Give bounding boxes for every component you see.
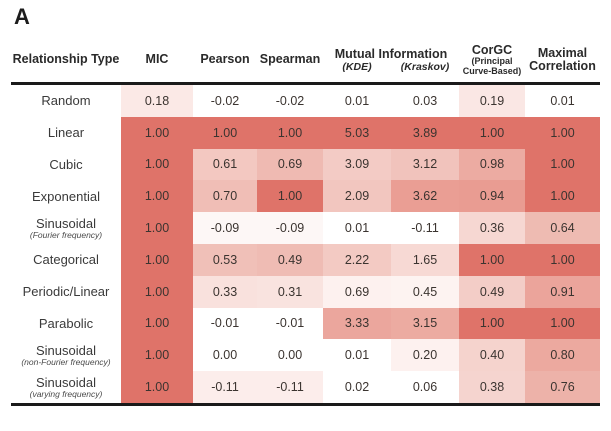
heatmap-cell: 0.18 — [121, 85, 193, 117]
heatmap-cell: 0.03 — [391, 85, 459, 117]
mutual-information-title: Mutual Information — [334, 47, 448, 61]
table-row — [11, 244, 600, 276]
heatmap-cell: 0.38 — [459, 371, 525, 403]
row-label-text: Categorical — [33, 252, 99, 268]
heatmap-cell: -0.02 — [193, 85, 257, 117]
heatmap-cell: 0.40 — [459, 339, 525, 371]
heatmap-cell: -0.11 — [193, 371, 257, 403]
heatmap-cell: 1.00 — [257, 180, 323, 212]
table-row — [11, 212, 600, 244]
row-label — [11, 276, 121, 308]
heatmap-cell: 1.00 — [121, 276, 193, 308]
row-label-text: Cubic — [49, 156, 83, 172]
heatmap-cell: -0.02 — [257, 85, 323, 117]
heatmap-cell: 3.15 — [391, 308, 459, 340]
heatmap-cell: 0.01 — [323, 85, 391, 117]
row-label-text: Random — [41, 93, 91, 109]
row-label-text: Exponential — [32, 188, 100, 204]
table-row — [11, 149, 600, 181]
row-label-text: Linear — [47, 125, 85, 141]
heatmap-cell: 1.00 — [525, 244, 600, 276]
corgc-subtitle-line1: (Principal — [471, 55, 513, 66]
heatmap-cell: 1.00 — [525, 149, 600, 181]
heatmap-cell: 1.00 — [459, 308, 525, 340]
row-sublabel-text: (varying frequency) — [29, 388, 103, 399]
heatmap-cell: 0.45 — [391, 276, 459, 308]
corgc-title: CorGC — [471, 42, 513, 57]
heatmap-cell: 1.00 — [121, 308, 193, 340]
row-label — [11, 244, 121, 276]
table-row — [11, 117, 600, 149]
mutual-information-subheaders — [323, 61, 459, 73]
heatmap-cell: 2.09 — [323, 180, 391, 212]
panel-label: A — [14, 4, 31, 29]
column-header-maximal-correlation — [525, 47, 600, 73]
row-label — [11, 308, 121, 340]
heatmap-cell: 0.01 — [525, 85, 600, 117]
row-label — [11, 117, 121, 149]
heatmap-cell: 0.53 — [193, 244, 257, 276]
heatmap-cell: 0.06 — [391, 371, 459, 403]
row-label — [11, 212, 121, 244]
heatmap-cell: 0.49 — [459, 276, 525, 308]
heatmap-cell: -0.01 — [257, 308, 323, 340]
heatmap-cell: 0.64 — [525, 212, 600, 244]
row-label — [11, 180, 121, 212]
row-label-text: Sinusoidal — [36, 374, 96, 390]
heatmap-cell: 0.00 — [257, 339, 323, 371]
heatmap-cell: 1.00 — [121, 180, 193, 212]
heatmap-cell: 1.00 — [257, 117, 323, 149]
heatmap-cell: 0.98 — [459, 149, 525, 181]
column-header-pearson: Pearson — [200, 52, 250, 67]
heatmap-cell: 1.00 — [121, 117, 193, 149]
subheader-kde: (KDE) — [342, 61, 372, 73]
heatmap-cell: 0.01 — [323, 212, 391, 244]
row-label — [11, 85, 121, 117]
heatmap-cell: 1.00 — [459, 244, 525, 276]
heatmap-cell: 0.36 — [459, 212, 525, 244]
heatmap-cell: 1.00 — [525, 117, 600, 149]
heatmap-cell: 2.22 — [323, 244, 391, 276]
corgc-subtitle-line2: Curve-Based) — [462, 65, 522, 76]
heatmap-cell: -0.11 — [257, 371, 323, 403]
table-body — [11, 85, 600, 406]
heatmap-cell: 0.00 — [193, 339, 257, 371]
row-sublabel-text: (Fourier frequency) — [29, 229, 103, 240]
row-label — [11, 339, 121, 371]
heatmap-cell: 0.31 — [257, 276, 323, 308]
heatmap-cell: 1.00 — [193, 117, 257, 149]
row-sublabel-text: (non-Fourier frequency) — [21, 357, 111, 368]
row-label-text: Periodic/Linear — [22, 284, 110, 300]
heatmap-cell: -0.01 — [193, 308, 257, 340]
heatmap-cell: -0.09 — [257, 212, 323, 244]
heatmap-table — [11, 38, 600, 406]
heatmap-cell: 0.80 — [525, 339, 600, 371]
heatmap-cell: 0.33 — [193, 276, 257, 308]
column-header-relationship-type: Relationship Type — [12, 52, 120, 67]
heatmap-cell: 1.65 — [391, 244, 459, 276]
heatmap-cell: 0.02 — [323, 371, 391, 403]
heatmap-cell: 3.12 — [391, 149, 459, 181]
row-label-text: Parabolic — [38, 315, 94, 331]
heatmap-cell: 3.33 — [323, 308, 391, 340]
heatmap-cell: 0.69 — [257, 149, 323, 181]
heatmap-cell: 1.00 — [121, 244, 193, 276]
heatmap-cell: 0.19 — [459, 85, 525, 117]
table-header-row — [11, 38, 600, 85]
heatmap-cell: 0.69 — [323, 276, 391, 308]
subheader-kraskov: (Kraskov) — [400, 61, 450, 73]
heatmap-cell: 1.00 — [459, 117, 525, 149]
table-row — [11, 308, 600, 340]
table-row — [11, 85, 600, 117]
heatmap-cell: -0.09 — [193, 212, 257, 244]
column-header-corgc — [459, 44, 525, 77]
heatmap-cell: 0.61 — [193, 149, 257, 181]
table-row — [11, 180, 600, 212]
heatmap-cell: 1.00 — [525, 180, 600, 212]
heatmap-cell: 5.03 — [323, 117, 391, 149]
table-row — [11, 339, 600, 371]
row-label-text: Sinusoidal — [36, 215, 96, 231]
heatmap-cell: 1.00 — [121, 212, 193, 244]
column-header-mic: MIC — [145, 52, 169, 67]
table-row — [11, 276, 600, 308]
heatmap-cell: 1.00 — [121, 339, 193, 371]
heatmap-cell: 0.20 — [391, 339, 459, 371]
heatmap-cell: 0.70 — [193, 180, 257, 212]
heatmap-cell: 0.94 — [459, 180, 525, 212]
heatmap-cell: -0.11 — [391, 212, 459, 244]
maximal-line2: Correlation — [529, 59, 596, 73]
heatmap-cell: 3.09 — [323, 149, 391, 181]
column-header-mutual-information — [323, 47, 459, 73]
heatmap-cell: 0.49 — [257, 244, 323, 276]
heatmap-cell: 1.00 — [525, 308, 600, 340]
maximal-line1: Maximal — [537, 45, 588, 60]
column-header-spearman: Spearman — [259, 52, 321, 67]
row-label — [11, 371, 121, 403]
heatmap-cell: 1.00 — [121, 149, 193, 181]
heatmap-cell: 0.01 — [323, 339, 391, 371]
heatmap-cell: 3.62 — [391, 180, 459, 212]
row-label-text: Sinusoidal — [36, 343, 96, 359]
table-row — [11, 371, 600, 403]
row-label — [11, 149, 121, 181]
heatmap-cell: 0.76 — [525, 371, 600, 403]
heatmap-cell: 3.89 — [391, 117, 459, 149]
heatmap-cell: 1.00 — [121, 371, 193, 403]
heatmap-cell: 0.91 — [525, 276, 600, 308]
